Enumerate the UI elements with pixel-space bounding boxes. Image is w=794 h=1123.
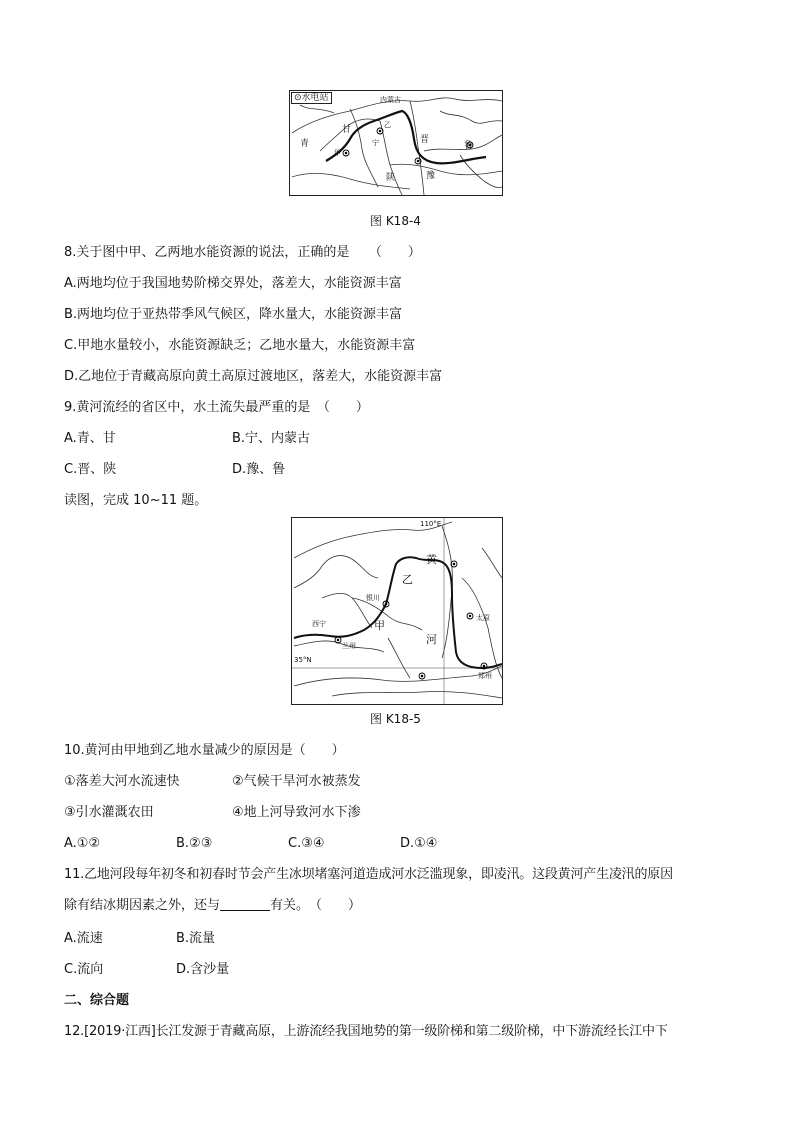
- map2-label-he: 河: [426, 633, 437, 646]
- question-8-option-c: C.甲地水量较小，水能资源缺乏；乙地水量大，水能资源丰富: [64, 338, 416, 353]
- map2-label-latitude: 35°N: [294, 656, 312, 664]
- map1-label-lu: 鲁: [464, 141, 474, 151]
- question-10-option-a: A.①②: [64, 836, 101, 851]
- question-11-stem-text-a: 除有结冰期因素之外，还与: [64, 898, 221, 913]
- question-9-option-b: B.宁、内蒙古: [232, 431, 311, 446]
- map2-caption: 图 K18-5: [370, 712, 421, 726]
- map1-label-ning: 宁: [372, 139, 379, 147]
- question-8-stem: 8.关于图中甲、乙两地水能资源的说法，正确的是 （ ）: [64, 245, 421, 260]
- question-11-stem-text-b: 有关。 （ ）: [270, 898, 362, 913]
- map2-label-longitude: 110°E: [420, 520, 442, 528]
- map2-label-huang: 黄: [426, 553, 437, 566]
- map2-label-yinchuan: 银川: [366, 594, 380, 602]
- question-8-option-b: B.两地均位于亚热带季风气候区，降水量大，水能资源丰富: [64, 307, 403, 322]
- question-11-option-b: B.流量: [176, 931, 216, 946]
- question-9-option-d: D.豫、鲁: [232, 462, 286, 477]
- question-11-option-d: D.含沙量: [176, 962, 230, 977]
- question-9-option-c: C.晋、陕: [64, 462, 117, 477]
- map1-label-nmg: 内蒙古: [380, 96, 401, 104]
- map1-caption: 图 K18-4: [370, 214, 421, 228]
- map2-label-yi: 乙: [402, 573, 413, 586]
- question-11-stem-line2: [64, 897, 361, 915]
- map1-label-jin: 晋: [420, 135, 430, 145]
- map1-label-qing: 青: [300, 139, 310, 149]
- question-10-option-b: B.②③: [176, 836, 213, 851]
- question-11-option-c: C.流向: [64, 962, 104, 977]
- map1-label-gan: 甘: [342, 125, 352, 135]
- map-figure-k18-4: [289, 90, 503, 196]
- map2-label-xining: 西宁: [312, 620, 326, 628]
- question-10-item-4: ④地上河导致河水下渗: [232, 805, 361, 820]
- question-8-option-a: A.两地均位于我国地势阶梯交界处，落差大，水能资源丰富: [64, 276, 402, 291]
- question-11-stem-line1: 11.乙地河段每年初冬和初春时节会产生冰坝堵塞河道造成河水泛滥现象，即凌汛。这段黄河产生凌汛的原因: [64, 867, 673, 882]
- question-10-option-c: C.③④: [288, 836, 325, 851]
- map-figure-k18-5: [291, 517, 503, 705]
- map1-label-yu: 豫: [426, 171, 436, 181]
- question-10-stem: 10.黄河由甲地到乙地水量减少的原因是（ ）: [64, 743, 345, 758]
- question-10-item-2: ②气候干旱河水被蒸发: [232, 774, 361, 789]
- question-11-option-a: A.流速: [64, 931, 103, 946]
- map1-label-yi: 乙: [384, 121, 391, 129]
- map2-label-zhengzhou: 郑州: [478, 672, 492, 680]
- question-12-stem: 12.[2019·江西]长江发源于青藏高原，上游流经我国地势的第一级阶梯和第二级阶梯，中下游流经长江中下: [64, 1024, 668, 1039]
- map1-label-shaan: 陕: [386, 173, 396, 183]
- question-10-item-3: ③引水灌溉农田: [64, 805, 154, 820]
- question-9-stem: 9.黄河流经的省区中，水土流失最严重的是 （ ）: [64, 400, 369, 415]
- reading-instruction: 读图，完成 10~11 题。: [64, 493, 208, 508]
- map1-legend: ⊙水电站: [291, 92, 332, 104]
- map2-label-jia: 甲: [374, 619, 385, 632]
- question-10-item-1: ①落差大河水流速快: [64, 774, 180, 789]
- question-9-option-a: A.青、甘: [64, 431, 116, 446]
- map-k18-5-drawing: [292, 518, 503, 705]
- map1-label-jia: 甲: [334, 149, 341, 157]
- question-10-option-d: D.①④: [400, 836, 438, 851]
- map2-label-lanzhou: 兰州: [342, 642, 356, 650]
- section-heading: 二、综合题: [64, 993, 130, 1008]
- question-11-answer-blank[interactable]: [220, 897, 270, 911]
- question-8-option-d: D.乙地位于青藏高原向黄土高原过渡地区，落差大，水能资源丰富: [64, 369, 443, 384]
- map2-label-taiyuan: 太原: [476, 614, 490, 622]
